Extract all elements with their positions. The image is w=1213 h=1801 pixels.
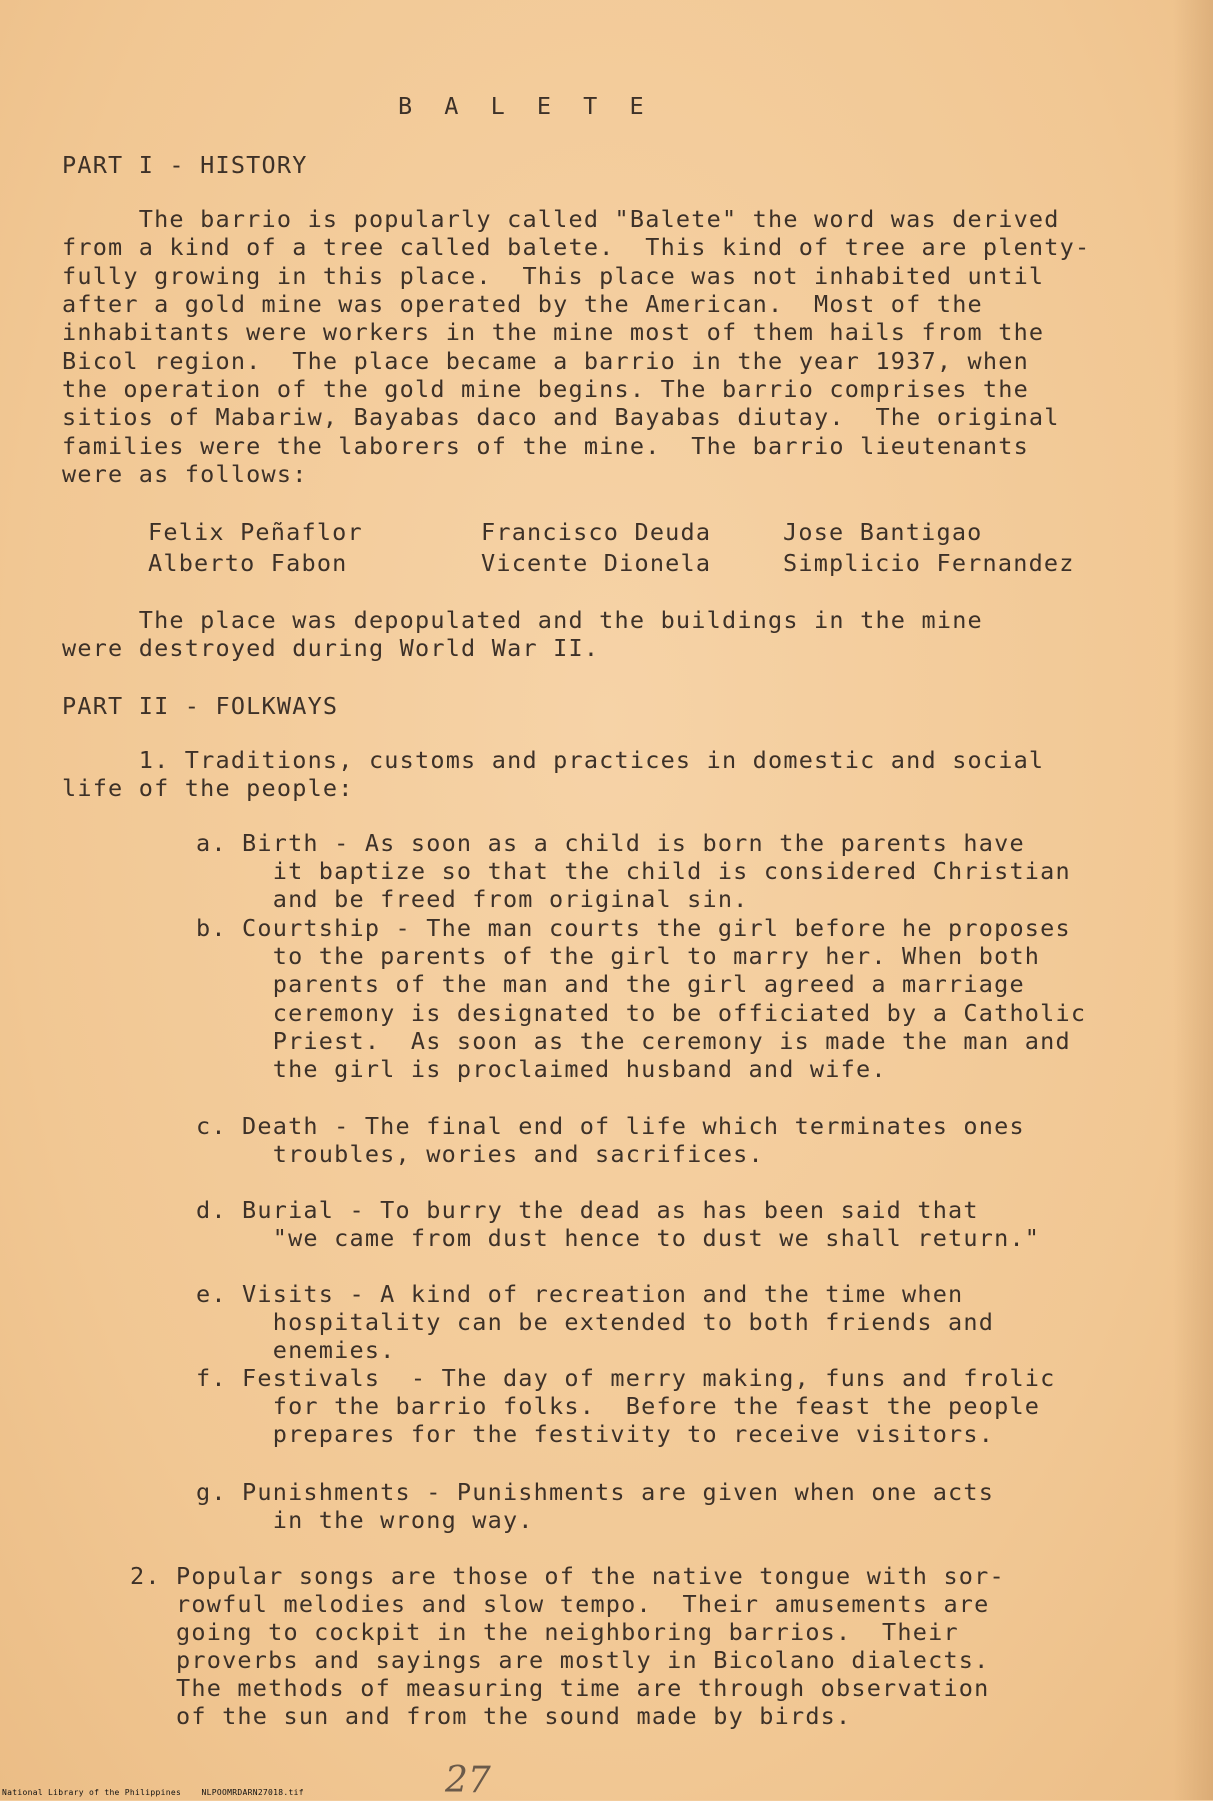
item2-line: of the sun and from the sound made by birds. — [130, 1702, 852, 1730]
lieutenant-name: Alberto Fabon — [148, 549, 348, 577]
item-line: e. Visits - A kind of recreation and the time when — [196, 1280, 964, 1308]
item-line: "we came from dust hence to dust we shall return." — [196, 1224, 1041, 1252]
part1-line: families were the laborers of the mine. The barrio lieutenants — [62, 432, 1029, 460]
item2-line: rowful melodies and slow tempo. Their amusements are — [130, 1590, 990, 1618]
item-line: b. Courtship - The man courts the girl before he proposes — [196, 914, 1071, 942]
document-title: B A L E T E — [398, 92, 653, 120]
part1-line: fully growing in this place. This place was not inhabited until — [62, 262, 1045, 290]
part2-heading: PART II - FOLKWAYS — [62, 692, 339, 720]
lieutenant-name: Felix Peñaflor — [148, 518, 363, 546]
item2-line: proverbs and sayings are mostly in Bicolano dialects. — [130, 1646, 990, 1674]
archive-footer: National Library of the Philippines NLPOOMRDARN27018.tif — [2, 1788, 304, 1797]
item2-line: The methods of measuring time are through observation — [130, 1674, 990, 1702]
item-line: d. Burial - To burry the dead as has been said that — [196, 1196, 979, 1224]
page-edge-stain — [1173, 0, 1213, 1800]
lieutenant-name: Jose Bantigao — [783, 518, 983, 546]
part1-line: were as follows: — [62, 460, 308, 488]
item-line: for the barrio folks. Before the feast the people — [196, 1392, 1041, 1420]
item-line: and be freed from original sin. — [196, 885, 749, 913]
part1-closing-line: were destroyed during World War II. — [62, 634, 600, 662]
item-line: in the wrong way. — [196, 1506, 534, 1534]
item-line: g. Punishments - Punishments are given when one acts — [196, 1478, 995, 1506]
item2-line: 2. Popular songs are those of the native tongue with sor- — [130, 1562, 1005, 1590]
item-line: enemies. — [196, 1336, 396, 1364]
part1-line: inhabitants were workers in the mine most of them hails from the — [62, 318, 1045, 346]
part1-line: The barrio is popularly called "Balete" the word was derived — [62, 205, 1060, 233]
item-line: hospitality can be extended to both friends and — [196, 1308, 995, 1336]
part2-intro-line: 1. Traditions, customs and practices in domestic and social — [62, 746, 1045, 774]
item-line: troubles, wories and sacrifices. — [196, 1140, 764, 1168]
handwritten-page-number: 27 — [445, 1760, 491, 1801]
item-line: Priest. As soon as the ceremony is made the man and — [196, 1027, 1071, 1055]
item2-line: going to cockpit in the neighboring barrios. Their — [130, 1618, 959, 1646]
part1-line: the operation of the gold mine begins. The barrio comprises the — [62, 375, 1029, 403]
item-line: ceremony is designated to be officiated by a Catholic — [196, 999, 1087, 1027]
lieutenant-name: Simplicio Fernandez — [783, 549, 1075, 577]
part1-line: Bicol region. The place became a barrio in the year 1937, when — [62, 347, 1029, 375]
item-line: c. Death - The final end of life which terminates ones — [196, 1112, 1025, 1140]
lieutenant-name: Francisco Deuda — [481, 518, 712, 546]
item-line: it baptize so that the child is considered Christian — [196, 857, 1071, 885]
part1-line: sitios of Mabariw, Bayabas daco and Bayabas diutay. The original — [62, 403, 1060, 431]
part1-line: after a gold mine was operated by the American. Most of the — [62, 290, 983, 318]
item-line: a. Birth - As soon as a child is born the parents have — [196, 829, 1025, 857]
item-line: prepares for the festivity to receive visitors. — [196, 1420, 995, 1448]
part1-line: from a kind of a tree called balete. This kind of tree are plenty- — [62, 233, 1091, 261]
part1-closing-line: The place was depopulated and the buildings in the mine — [62, 606, 983, 634]
part1-heading: PART I - HISTORY — [62, 151, 308, 179]
item-line: f. Festivals - The day of merry making, funs and frolic — [196, 1364, 1056, 1392]
item-line: parents of the man and the girl agreed a marriage — [196, 970, 1025, 998]
lieutenant-name: Vicente Dionela — [481, 549, 712, 577]
part2-intro-line: life of the people: — [62, 774, 354, 802]
item-line: the girl is proclaimed husband and wife. — [196, 1055, 887, 1083]
item-line: to the parents of the girl to marry her. When both — [196, 942, 1041, 970]
